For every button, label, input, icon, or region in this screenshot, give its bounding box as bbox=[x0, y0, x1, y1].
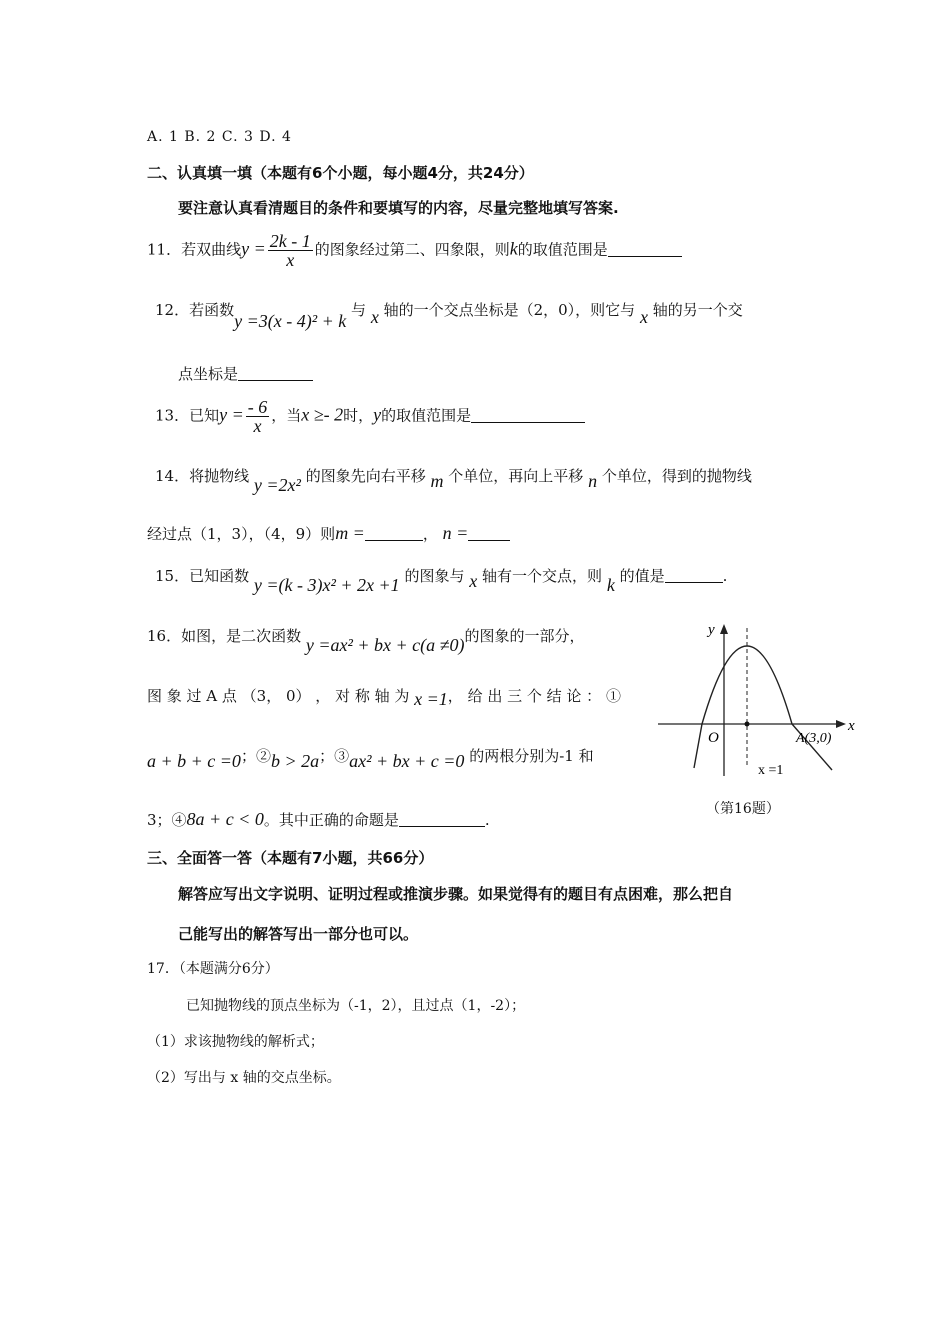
options-line: A. 1 B. 2 C. 3 D. 4 bbox=[147, 129, 292, 145]
question-16-line4 bbox=[147, 810, 490, 828]
section-3-note-1: 解答应写出文字说明、证明过程或推演步骤。如果觉得有的题目有点困难，那么把自 bbox=[178, 885, 734, 903]
symmetry-axis-label: x =1 bbox=[758, 763, 784, 778]
section-2-title: 二、认真填一填（本题有6个小题，每小题4分，共24分） bbox=[147, 164, 534, 182]
y-axis-arrow bbox=[720, 624, 728, 634]
y-axis-label: y bbox=[708, 622, 715, 638]
q15-text-post: 的值是 bbox=[619, 567, 665, 585]
x-axis-label: x bbox=[848, 718, 855, 734]
question-17-stem: 已知抛物线的顶点坐标为（-1，2），且过点（1，-2）； bbox=[186, 998, 526, 1014]
symmetry-point bbox=[745, 722, 750, 727]
q16-conclusion-1: a + b + c =0 bbox=[147, 751, 241, 771]
q11-text-post2: 的取值范围是 bbox=[517, 240, 608, 259]
q13-var: y bbox=[373, 404, 382, 425]
q12-var: x bbox=[370, 307, 379, 327]
q11-lhs: y = bbox=[241, 238, 266, 259]
q15-var: x bbox=[469, 571, 478, 591]
q13-numerator: - 6 bbox=[247, 397, 268, 417]
question-11 bbox=[147, 232, 682, 269]
q13-text-mid2: 时， bbox=[343, 406, 374, 425]
q15-answer-blank[interactable] bbox=[665, 568, 723, 583]
question-15 bbox=[155, 566, 728, 595]
q16-line2b-text: ， 给 出 三 个 结 论 ： ① bbox=[447, 687, 621, 705]
q14-m: m bbox=[430, 471, 444, 491]
q16-line4-text: 3；④ bbox=[147, 811, 187, 829]
q16-answer-blank[interactable] bbox=[399, 812, 485, 827]
q14-text-mid2: 个单位，再向上平移 bbox=[448, 467, 584, 485]
q15-text-mid2: 轴有一个交点，则 bbox=[482, 567, 603, 585]
section-3-note-2: 己能写出的解答写出一部分也可以。 bbox=[178, 925, 419, 943]
parabola-figure bbox=[650, 618, 870, 788]
section-3-title: 三、全面答一答（本题有7小题，共66分） bbox=[147, 849, 434, 867]
question-14 bbox=[155, 466, 752, 495]
question-16-line2 bbox=[147, 686, 621, 709]
parabola-left-tail bbox=[694, 724, 702, 768]
q13-lhs: y = bbox=[219, 404, 244, 425]
q16-c3-post: 的两根分别为-1 和 bbox=[469, 747, 594, 765]
q16-text: 16．如图，是二次函数 bbox=[147, 627, 302, 645]
q16-conclusion-4: 8a + c < 0 bbox=[186, 809, 264, 829]
point-a-label: A(3,0) bbox=[796, 731, 832, 746]
q16-end: . bbox=[484, 811, 490, 829]
q16-conclusion-2: b > 2a bbox=[270, 751, 320, 771]
q15-end: . bbox=[722, 567, 728, 585]
q15-text: 15．已知函数 bbox=[155, 567, 250, 585]
q14-text: 14．将抛物线 bbox=[155, 467, 250, 485]
q12-answer-blank[interactable] bbox=[238, 366, 313, 381]
q13-denominator: x bbox=[253, 416, 262, 436]
q14-formula: y =2x² bbox=[253, 475, 301, 495]
question-17-part-1: （1）求该抛物线的解析式； bbox=[147, 1034, 324, 1050]
x-axis-arrow bbox=[836, 720, 846, 728]
q13-text-mid: ，当 bbox=[271, 406, 302, 425]
question-14-line2 bbox=[147, 524, 510, 542]
q14-m-label: m = bbox=[335, 523, 365, 543]
q16-axis: x =1 bbox=[414, 689, 448, 709]
q11-text-post: 的图象经过第二、四象限，则 bbox=[314, 240, 510, 259]
q12-line2-text: 点坐标是 bbox=[178, 365, 239, 383]
q14-m-blank[interactable] bbox=[365, 526, 423, 541]
q11-numerator: 2k - 1 bbox=[269, 231, 311, 251]
q14-text-post: 个单位，得到的抛物线 bbox=[601, 467, 752, 485]
figure-caption: （第16题） bbox=[706, 801, 780, 817]
question-12 bbox=[155, 300, 743, 331]
q16-conclusion-3: ax² + bx + c =0 bbox=[349, 751, 465, 771]
q14-text-mid: 的图象先向右平移 bbox=[305, 467, 426, 485]
q15-formula: y =(k - 3)x² + 2x +1 bbox=[253, 575, 400, 595]
question-16 bbox=[147, 626, 585, 655]
question-17-part-2: （2）写出与 x 轴的交点坐标。 bbox=[147, 1070, 341, 1086]
q12-text-mid: 与 bbox=[351, 301, 367, 319]
q11-answer-blank[interactable] bbox=[608, 242, 682, 257]
q11-text: 11．若双曲线 bbox=[147, 240, 242, 259]
q12-text-post2: 轴的另一个交 bbox=[652, 301, 743, 319]
q13-fraction bbox=[246, 398, 270, 435]
q14-n: n bbox=[588, 471, 598, 491]
question-17-head: 17．（本题满分6分） bbox=[147, 961, 279, 977]
q15-k: k bbox=[606, 575, 615, 595]
q11-denominator: x bbox=[286, 250, 295, 270]
q11-var: k bbox=[509, 238, 518, 259]
q14-n-label: n = bbox=[442, 523, 469, 543]
q16-formula: y =ax² + bx + c(a ≠0) bbox=[305, 635, 465, 655]
q13-condition: x ≥- 2 bbox=[301, 404, 344, 425]
q16-line2-text: 图 象 过 A 点 （3， 0） ， 对 称 轴 为 bbox=[147, 687, 410, 705]
question-13 bbox=[155, 398, 585, 435]
q16-sep2: ；③ bbox=[319, 747, 350, 765]
origin-label: O bbox=[708, 730, 719, 746]
question-12-line2 bbox=[178, 366, 313, 382]
question-16-line3 bbox=[147, 747, 594, 771]
q14-sep: ， bbox=[422, 525, 438, 543]
q14-line2-text: 经过点（1，3），（4，9）则 bbox=[147, 525, 336, 543]
q13-text: 13．已知 bbox=[155, 406, 220, 425]
q12-text: 12．若函数 bbox=[155, 301, 235, 319]
q15-text-mid: 的图象与 bbox=[404, 567, 465, 585]
q16-sep1: ；② bbox=[240, 747, 271, 765]
q12-var2: x bbox=[639, 307, 648, 327]
q14-n-blank[interactable] bbox=[468, 526, 510, 541]
q13-answer-blank[interactable] bbox=[471, 408, 585, 423]
q16-line4b-text: 。其中正确的命题是 bbox=[263, 811, 399, 829]
section-2-note: 要注意认真看清题目的条件和要填写的内容，尽量完整地填写答案. bbox=[178, 199, 619, 217]
q12-formula: y =3(x - 4)² + k bbox=[234, 311, 347, 331]
q16-text-post: 的图象的一部分， bbox=[464, 627, 585, 645]
q12-text-post: 轴的一个交点坐标是（2，0），则它与 bbox=[383, 301, 636, 319]
q11-fraction bbox=[268, 232, 313, 269]
q13-text-post: 的取值范围是 bbox=[381, 406, 472, 425]
